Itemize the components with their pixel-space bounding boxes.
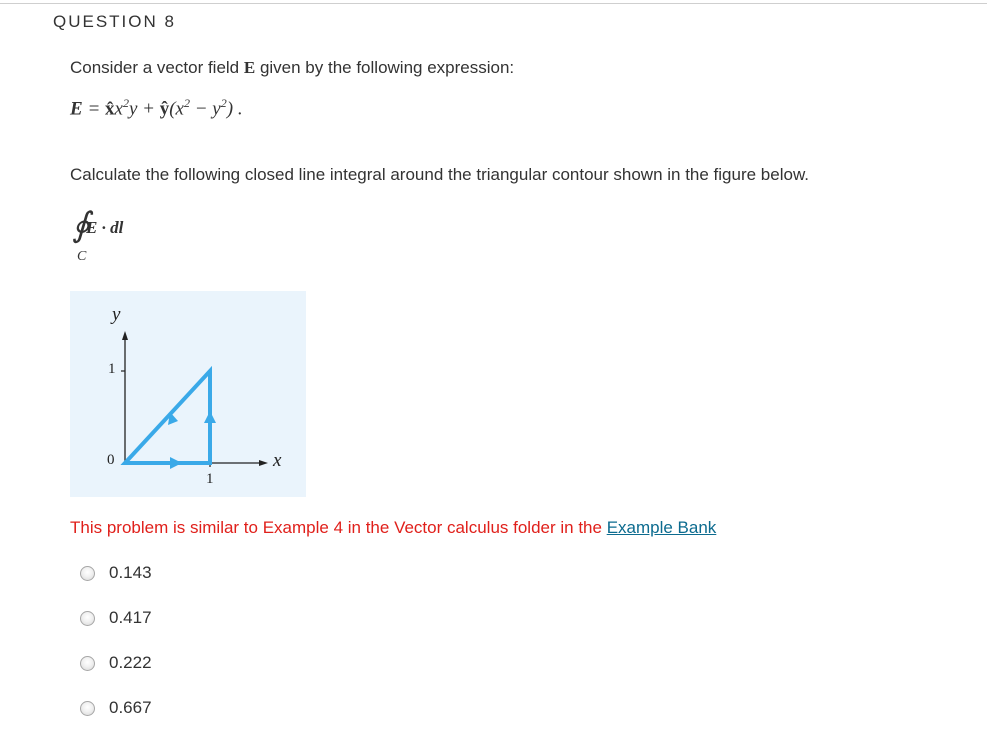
prompt-text-end: given by the following expression: [255, 58, 515, 77]
answer-option-1[interactable] [80, 561, 152, 585]
hint-note [70, 518, 716, 538]
answer-option-3[interactable] [80, 651, 152, 675]
triangle-contour-figure [70, 291, 306, 497]
eq-term1-exp: 2 [122, 96, 129, 110]
answer-label: 0.222 [109, 653, 152, 672]
radio-button[interactable] [80, 701, 95, 716]
prompt-text-start: Consider a vector field [70, 58, 244, 77]
contour-diagram [70, 291, 306, 497]
y-tick-label: 1 [108, 361, 116, 377]
arrow-right-edge [204, 411, 216, 423]
answer-label: 0.143 [109, 563, 152, 582]
radio-button[interactable] [80, 566, 95, 581]
arrow-bottom-edge [170, 457, 182, 469]
y-axis-label: y [112, 304, 121, 325]
contour-subscript: C [77, 249, 87, 264]
eq-term2-exp2: 2 [220, 96, 227, 110]
y-axis-arrowhead [122, 331, 128, 340]
radio-button[interactable] [80, 656, 95, 671]
field-equation [70, 96, 243, 120]
hint-text: This problem is similar to Example 4 in the Vector calculus folder in the [70, 518, 607, 537]
top-divider [0, 3, 987, 4]
x-axis-label: x [273, 450, 282, 471]
eq-lhs: E [70, 98, 83, 120]
eq-term2-minus: − y [189, 98, 221, 120]
eq-term2-exp1: 2 [183, 96, 190, 110]
radio-button[interactable] [80, 611, 95, 626]
question-prompt [70, 58, 514, 78]
triangle-contour [125, 371, 216, 469]
eq-term1-y: y [128, 98, 138, 120]
answer-label: 0.417 [109, 608, 152, 627]
answer-option-2[interactable] [80, 606, 152, 630]
integrand: E · dl [86, 218, 124, 237]
answer-option-4[interactable] [80, 696, 152, 720]
eq-x-hat: x̂ [105, 98, 115, 120]
answer-label: 0.667 [109, 698, 152, 717]
eq-equals: = [82, 98, 106, 120]
origin-label: 0 [107, 452, 115, 468]
eq-y-hat: ŷ [159, 98, 170, 120]
eq-term1-x: x [114, 98, 123, 120]
example-bank-link[interactable]: Example Bank [606, 518, 717, 537]
x-axis-arrowhead [259, 460, 268, 466]
eq-term2-close: ) . [226, 98, 243, 120]
triangle-path [125, 371, 210, 463]
eq-plus: + [137, 98, 160, 120]
x-tick-label: 1 [206, 471, 214, 487]
line-integral [72, 205, 192, 275]
question-instruction: Calculate the following closed line integral around the triangular contour shown in the figure below. [70, 165, 810, 184]
prompt-field-symbol: E [243, 58, 256, 77]
contour-integral-symbol: ∮ [72, 207, 90, 244]
question-title: QUESTION 8 [53, 12, 176, 31]
eq-term2-open: (x [169, 98, 184, 120]
